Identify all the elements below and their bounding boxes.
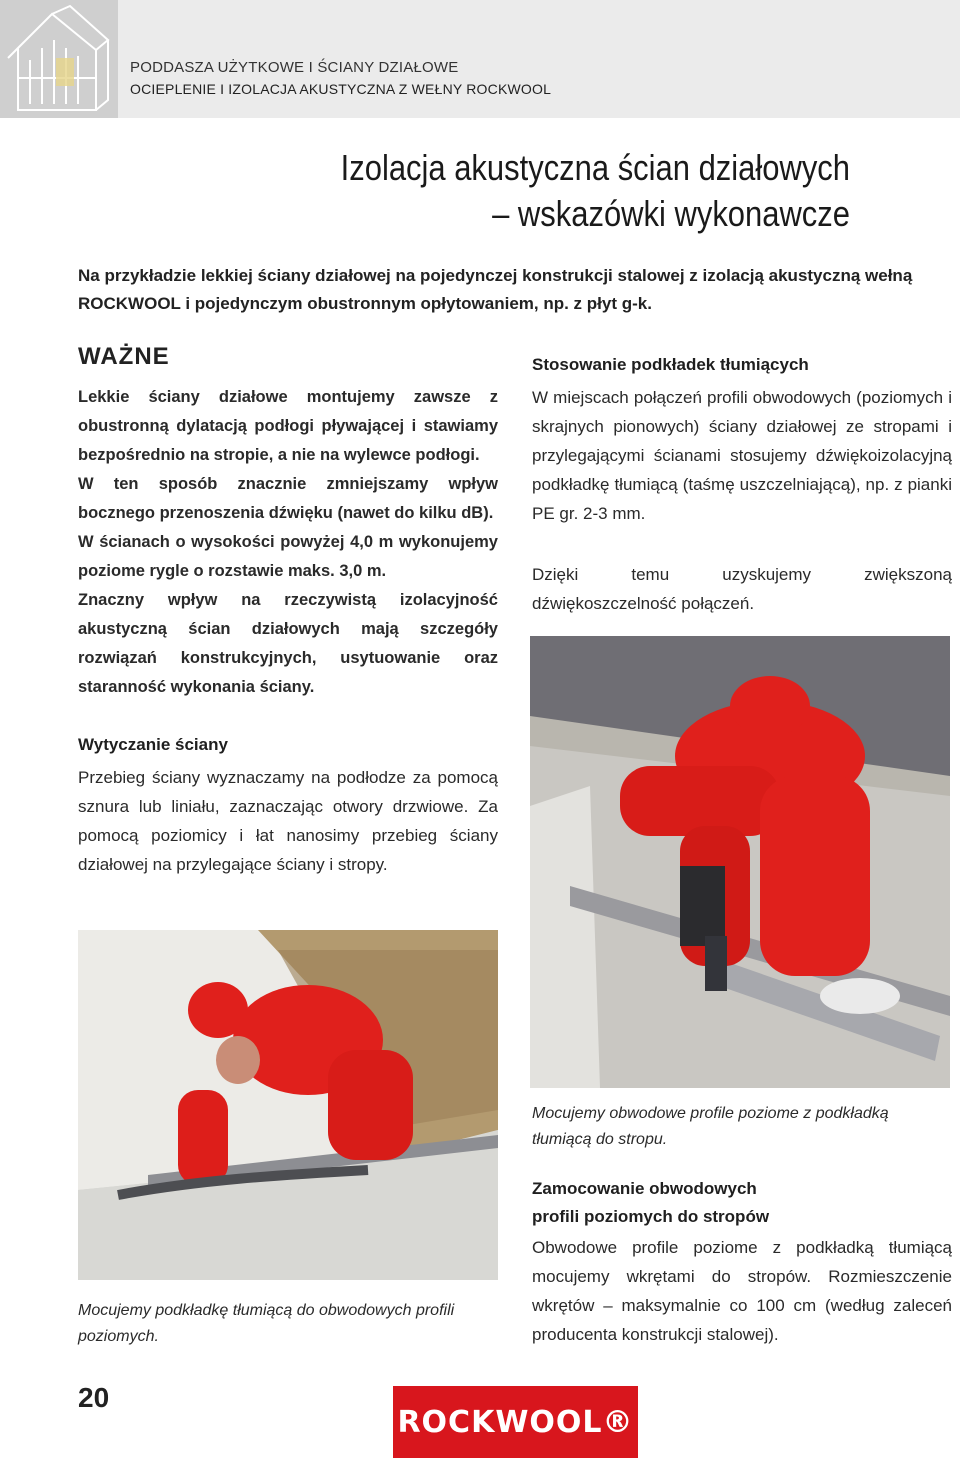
page-title-line2: – wskazówki wykonawcze [492,193,850,234]
caption-right-photo: Mocujemy obwodowe profile poziome z podkładką tłumiącą do stropu. [532,1105,889,1148]
page-title-line1: Izolacja akustyczna ścian działowych [340,147,850,188]
photo-worker-laying-tape [78,930,498,1280]
intro-paragraph: Na przykładzie lekkiej ściany działowej na pojedynczej konstrukcji stalowej z izolacją akustyczną wełną ROCKWOOL i pojedynczym obustronnym opłytowaniem, np. z płyt g-k. [78,266,913,313]
pads-heading: Stosowanie podkładek tłumiących [532,355,809,374]
marking-heading: Wytyczanie ściany [78,735,228,754]
page-number: 20 [78,1382,110,1413]
important-paragraph: Lekkie ściany działowe montujemy zawsze z obustronną dylatacją podłogi pływającej i stawiamy bezpośrednio na stropie, a nie na wylewce podłogi. [78,388,498,464]
important-text [78,383,498,702]
header-section-label: PODDASZA UŻYTKOWE I ŚCIANY DZIAŁOWE [130,59,459,76]
pads-text: W miejscach połączeń profili obwodowych (poziomych i skrajnych pionowych) ściany działowej ze stropami i przylegającymi ścianami stosujemy dźwiękoizolacyjną podkładkę tłumiącą (taśmę uszczelniającą), np. z pianki PE gr. 2-3 mm. [532,388,952,523]
photo-worker-drilling [530,636,950,1088]
important-paragraph: Znaczny wpływ na rzeczywistą izolacyjność akustyczną ścian działowych mają szczegóły rozwiązań konstrukcyjnych, usytuowanie oraz staranność wykonania ściany. [78,591,498,696]
fixing-heading-line2: profili poziomych do stropów [532,1207,770,1226]
pads-text-2: Dzięki temu uzyskujemy zwiększoną dźwiękoszczelność połączeń. [532,565,952,613]
important-paragraph: W ścianach o wysokości powyżej 4,0 m wykonujemy poziome rygle o rozstawie maks. 3,0 m. [78,533,498,580]
header-subsection-label: OCIEPLENIE I IZOLACJA AKUSTYCZNA Z WEŁNY ROCKWOOL [130,81,552,97]
fixing-heading-line1: Zamocowanie obwodowych [532,1179,757,1198]
marking-text: Przebieg ściany wyznaczamy na podłodze za pomocą sznura lub liniału, zaznaczając otwory drzwiowe. Za pomocą poziomicy i łat nanosimy przebieg ściany działowej na przylegające ściany i stropy. [78,768,498,874]
important-paragraph: W ten sposób znacznie zmniejszamy wpływ bocznego przenoszenia dźwięku (nawet do kilku dB). [78,475,498,522]
fixing-text: Obwodowe profile poziome z podkładką tłumiącą mocujemy wkrętami do stropów. Rozmieszczenie wkrętów – maksymalnie co 100 cm (według zaleceń producenta konstrukcji stalowej). [532,1238,952,1344]
important-heading: WAŻNE [78,343,170,370]
house-frame-icon [0,0,118,118]
page-title [231,145,850,237]
fixing-heading [532,1175,952,1231]
caption-left-photo: Mocujemy podkładkę tłumiącą do obwodowych profili poziomych. [78,1302,455,1345]
rockwool-logo-text: ROCKWOOL® [397,1405,634,1440]
